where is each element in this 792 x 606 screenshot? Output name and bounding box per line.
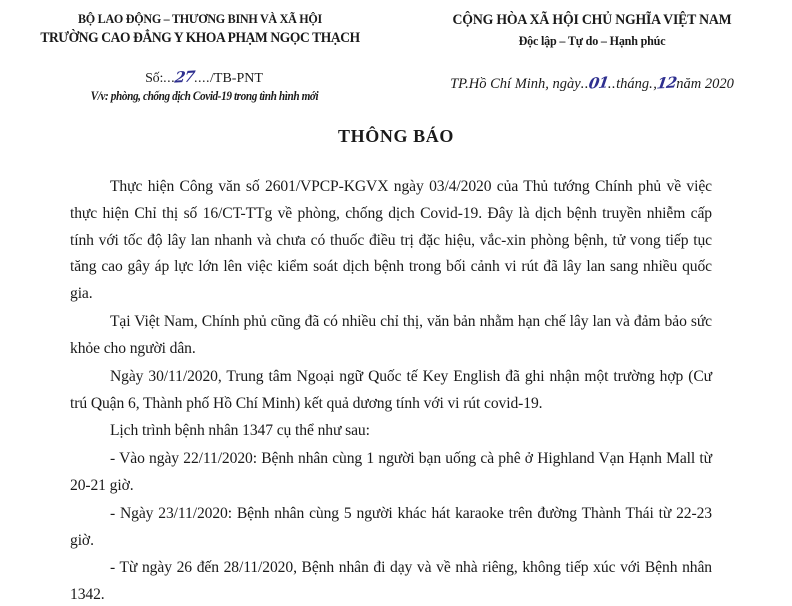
place-text: TP.Hồ Chí Minh, ngày	[450, 76, 581, 92]
document-number-suffix: /TB-PNT	[210, 71, 263, 86]
body-paragraph: Lịch trình bệnh nhân 1347 cụ thể như sau:	[110, 422, 370, 440]
national-heading-block	[392, 10, 792, 51]
body-paragraph: Ngày 30/11/2020, Trung tâm Ngoại ngữ Quốc tế Key English đã ghi nhận một trường hợp (Cư trú Quận 6, Thành phố Hồ Chí Minh) kết quả dương tính với vi rút covid-19.	[70, 367, 712, 412]
body-paragraph: Thực hiện Công văn số 2601/VPCP-KGVX ngày 03/4/2020 của Thủ tướng Chính phủ về việc thực hiện Chỉ thị số 16/CT-TTg về phòng, chống dịch Covid-19. Đây là dịch bệnh truyền nhiễm cấp tính với tốc độ lây lan nhanh và chưa có thuốc điều trị đặc hiệu, vắc-xin phòng bệnh, tử vong tiếp tục tăng cao gây áp lực lớn lên việc kiểm soát dịch bệnh trong bối cảnh vi rút đã lây lan sang nhiều quốc gia.	[70, 178, 712, 303]
date-dots-2: ..	[607, 76, 617, 92]
handwritten-month: 12	[656, 73, 678, 93]
school-name: TRƯỜNG CAO ĐẲNG Y KHOA PHẠM NGỌC THẠCH	[40, 29, 360, 46]
date-dots-1: ..	[580, 76, 589, 92]
year-label: năm 2020	[676, 76, 734, 92]
subject-line	[8, 89, 400, 104]
national-motto: Độc lập – Tự do – Hạnh phúc	[518, 33, 666, 49]
document-body	[70, 174, 712, 606]
handwritten-document-number: 27	[173, 67, 196, 87]
document-number-label: Số:	[145, 71, 164, 86]
itinerary-item: - Ngày 23/11/2020: Bệnh nhân cùng 5 người khác hát karaoke trên đường Thành Thái từ 22-23 giờ.	[70, 504, 712, 549]
ministry-name: BỘ LAO ĐỘNG – THƯƠNG BINH VÀ XÃ HỘI	[78, 11, 322, 26]
itinerary-item: - Từ ngày 26 đến 28/11/2020, Bệnh nhân đi dạy và về nhà riêng, không tiếp xúc với Bệnh nhân 1342.	[70, 559, 712, 604]
date-dots-3: .,	[649, 76, 658, 92]
handwritten-day: 01	[587, 73, 610, 93]
document-header	[0, 10, 792, 51]
dotted-leader-before: ...	[163, 71, 176, 86]
month-label: tháng	[616, 76, 650, 92]
national-title: CỘNG HÒA XÃ HỘI CHỦ NGHĨA VIỆT NAM	[452, 12, 732, 28]
document-number-line	[8, 68, 400, 87]
dotted-leader-after: ....	[194, 71, 211, 86]
page-title: THÔNG BÁO	[338, 126, 454, 146]
subject-text: V/v: phòng, chống dịch Covid-19 trong tình hình mới	[90, 89, 318, 103]
place-and-date-line	[392, 74, 792, 93]
itinerary-item: - Vào ngày 22/11/2020: Bệnh nhân cùng 1 người bạn uống cà phê ở Highland Vạn Hạnh Mall từ 20-21 giờ.	[70, 450, 712, 494]
issuing-authority-block	[0, 10, 392, 48]
body-paragraph: Tại Việt Nam, Chính phủ cũng đã có nhiều chỉ thị, văn bản nhằm hạn chế lây lan và đảm bảo sức khỏe cho người dân.	[70, 313, 712, 357]
